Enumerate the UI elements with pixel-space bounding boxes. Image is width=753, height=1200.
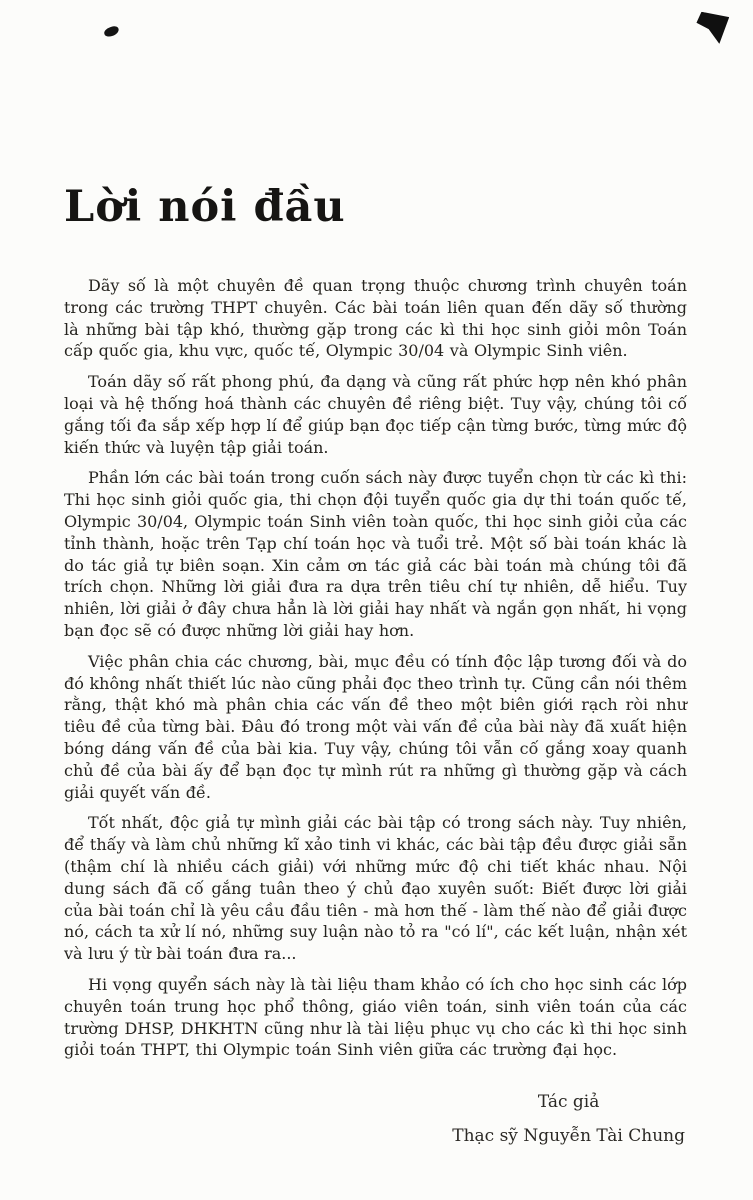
signature-block	[64, 1085, 687, 1153]
paragraph-1: Dãy số là một chuyên đề quan trọng thuộc chương trình chuyên toán trong các trường THPT chuyên. Các bài toán liên quan đến dãy số thường là những bài tập khó, thường gặp trong các kì thi học sinh giỏi môn Toán cấp quốc gia, khu vực, quốc tế, Olympic 30/04 và Olympic Sinh viên.	[64, 276, 687, 361]
signature-author: Thạc sỹ Nguyễn Tài Chung	[452, 1126, 685, 1147]
page-title: Lời nói đầu	[64, 182, 346, 232]
paragraph-5: Tốt nhất, độc giả tự mình giải các bài tập có trong sách này. Tuy nhiên, để thấy và làm chủ những kĩ xảo tinh vi khác, các bài tập đều được giải sẵn (thậm chí là nhiều cách giải) với những mức độ chi tiết khác nhau. Nội dung sách đã cố gắng tuân theo ý chủ đạo xuyên suốt: Biết được lời giải của bài toán chỉ là yêu cầu đầu tiên - mà hơn thế - làm thế nào để giải được nó, cách ta xử lí nó, những suy luận nào tỏ ra "có lí", các kết luận, nhận xét và lưu ý từ bài toán đưa ra...	[64, 813, 687, 964]
paragraph-6: Hi vọng quyển sách này là tài liệu tham khảo có ích cho học sinh các lớp chuyên toán trung học phổ thông, giáo viên toán, sinh viên toán của các trường DHSP, DHKHTN cũng như là tài liệu phục vụ cho các kì thi học sinh giỏi toán THPT, thi Olympic toán Sinh viên giữa các trường đại học.	[64, 974, 687, 1060]
paragraph-3: Phần lớn các bài toán trong cuốn sách này được tuyển chọn từ các kì thi: Thi học sinh giỏi quốc gia, thi chọn đội tuyển quốc gia dự thi toán quốc tế, Olympic 30/04, Olympic toán Sinh viên toàn quốc, thi học sinh giỏi của các tỉnh thành, hoặc trên Tạp chí toán học và tuổi trẻ. Một số bài toán khác là do tác giả tự biên soạn. Xin cảm ơn tác giả các bài toán mà chúng tôi đã trích chọn. Những lời giải đưa ra dựa trên tiêu chí tự nhiên, dễ hiểu. Tuy nhiên, lời giải ở đây chưa hẳn là lời giải hay nhất và ngắn gọn nhất, hi vọng bạn đọc sẽ có được những lời giải hay hơn.	[64, 468, 687, 640]
paragraph-4: Việc phân chia các chương, bài, mục đều có tính độc lập tương đối và do đó không nhất thiết lúc nào cũng phải đọc theo trình tự. Cũng cần nói thêm rằng, thật khó mà phân chia các vấn đề theo một biên giới rạch ròi như tiêu đề của từng bài. Đâu đó trong một vài vấn đề của bài này đã xuất hiện bóng dáng vấn đề của bài kia. Tuy vậy, chúng tôi vẫn cố gắng xoay quanh chủ đề của bài ấy để bạn đọc tự mình rút ra những gì thường gặp và cách giải quyết vấn đề.	[64, 651, 687, 802]
paragraph-2: Toán dãy số rất phong phú, đa dạng và cũng rất phức hợp nên khó phân loại và hệ thống hoá thành các chuyên đề riêng biệt. Tuy vậy, chúng tôi cố gắng tối đa sắp xếp hợp lí để giúp bạn đọc tiếp cận từng bước, từng mức độ kiến thức và luyện tập giải toán.	[64, 372, 687, 457]
signature-inner	[452, 1085, 687, 1153]
signature-role: Tác giả	[537, 1092, 600, 1113]
